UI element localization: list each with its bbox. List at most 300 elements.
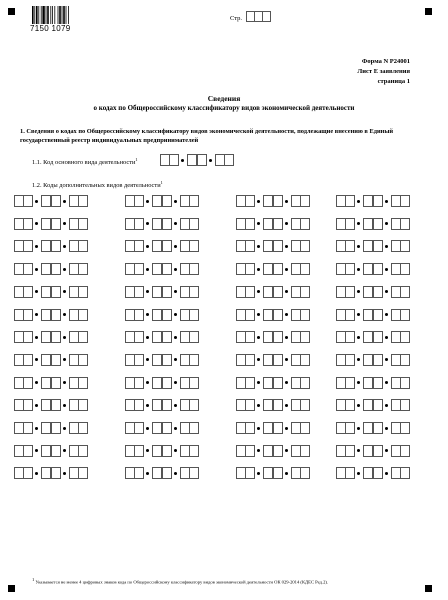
- code-cell-pair[interactable]: [125, 354, 143, 366]
- code-cell[interactable]: [373, 240, 383, 252]
- code-cell-pair[interactable]: [14, 195, 32, 207]
- code-cell[interactable]: [162, 195, 172, 207]
- code-cell-pair[interactable]: [391, 195, 409, 207]
- code-cell-pair[interactable]: [336, 240, 354, 252]
- code-cell-pair[interactable]: [152, 445, 170, 457]
- code-cell-pair[interactable]: [180, 286, 198, 298]
- code-cell-pair[interactable]: [69, 218, 87, 230]
- code-cell-pair[interactable]: [125, 218, 143, 230]
- additional-activity-code-field[interactable]: [236, 263, 309, 275]
- code-cell[interactable]: [162, 377, 172, 389]
- code-cell-pair[interactable]: [336, 399, 354, 411]
- additional-activity-code-field[interactable]: [14, 309, 87, 321]
- code-cell[interactable]: [51, 240, 61, 252]
- code-cell-pair[interactable]: [152, 422, 170, 434]
- code-cell[interactable]: [23, 354, 33, 366]
- code-cell-pair[interactable]: [336, 286, 354, 298]
- code-cell-pair[interactable]: [391, 263, 409, 275]
- code-cell[interactable]: [162, 218, 172, 230]
- code-cell-pair[interactable]: [236, 377, 254, 389]
- code-cell[interactable]: [400, 399, 410, 411]
- code-cell[interactable]: [162, 467, 172, 479]
- code-cell-pair[interactable]: [152, 240, 170, 252]
- code-cell[interactable]: [189, 467, 199, 479]
- code-cell-pair[interactable]: [291, 467, 309, 479]
- code-cell-pair[interactable]: [291, 263, 309, 275]
- code-cell-pair[interactable]: [236, 218, 254, 230]
- code-cell-pair[interactable]: [41, 467, 59, 479]
- additional-activity-code-field[interactable]: [125, 399, 198, 411]
- code-cell[interactable]: [345, 240, 355, 252]
- code-cell-pair[interactable]: [391, 422, 409, 434]
- code-cell-pair[interactable]: [69, 195, 87, 207]
- code-cell-pair[interactable]: [363, 354, 381, 366]
- code-cell[interactable]: [273, 467, 283, 479]
- code-cell[interactable]: [197, 154, 207, 166]
- code-cell-pair[interactable]: [180, 377, 198, 389]
- code-cell-pair[interactable]: [180, 445, 198, 457]
- code-cell[interactable]: [134, 467, 144, 479]
- code-cell[interactable]: [189, 309, 199, 321]
- code-cell[interactable]: [162, 445, 172, 457]
- page-number-cells[interactable]: [246, 11, 271, 22]
- code-cell[interactable]: [273, 377, 283, 389]
- code-cell[interactable]: [189, 399, 199, 411]
- code-cell[interactable]: [134, 240, 144, 252]
- code-cell[interactable]: [245, 218, 255, 230]
- additional-activity-code-field[interactable]: [236, 195, 309, 207]
- code-cell-pair[interactable]: [263, 240, 281, 252]
- code-cell[interactable]: [300, 445, 310, 457]
- code-cell[interactable]: [23, 195, 33, 207]
- code-cell[interactable]: [300, 218, 310, 230]
- code-cell-pair[interactable]: [152, 286, 170, 298]
- code-cell-pair[interactable]: [14, 263, 32, 275]
- additional-activity-code-field[interactable]: [236, 467, 309, 479]
- code-cell[interactable]: [400, 195, 410, 207]
- code-cell[interactable]: [245, 286, 255, 298]
- code-cell-pair[interactable]: [41, 331, 59, 343]
- additional-activity-code-field[interactable]: [14, 240, 87, 252]
- code-cell[interactable]: [23, 240, 33, 252]
- code-cell[interactable]: [345, 422, 355, 434]
- code-cell[interactable]: [78, 377, 88, 389]
- code-cell-pair[interactable]: [363, 467, 381, 479]
- code-cell-pair[interactable]: [41, 218, 59, 230]
- code-cell-pair[interactable]: [14, 399, 32, 411]
- code-cell[interactable]: [245, 195, 255, 207]
- code-cell-pair[interactable]: [263, 377, 281, 389]
- code-cell-pair[interactable]: [291, 309, 309, 321]
- code-cell-pair[interactable]: [336, 309, 354, 321]
- code-cell[interactable]: [300, 354, 310, 366]
- code-cell[interactable]: [23, 286, 33, 298]
- additional-activity-code-field[interactable]: [14, 422, 87, 434]
- code-cell[interactable]: [400, 422, 410, 434]
- code-cell[interactable]: [51, 218, 61, 230]
- additional-activity-code-field[interactable]: [336, 422, 409, 434]
- additional-activity-code-field[interactable]: [14, 195, 87, 207]
- code-cell-pair[interactable]: [14, 422, 32, 434]
- additional-activity-code-field[interactable]: [336, 309, 409, 321]
- code-cell[interactable]: [345, 218, 355, 230]
- code-cell[interactable]: [134, 309, 144, 321]
- code-cell[interactable]: [400, 445, 410, 457]
- additional-activity-code-field[interactable]: [125, 309, 198, 321]
- code-cell-pair[interactable]: [14, 445, 32, 457]
- code-cell[interactable]: [134, 354, 144, 366]
- code-cell-pair[interactable]: [236, 331, 254, 343]
- code-cell-pair[interactable]: [291, 399, 309, 411]
- code-cell[interactable]: [23, 218, 33, 230]
- code-cell[interactable]: [51, 331, 61, 343]
- code-cell-pair[interactable]: [180, 422, 198, 434]
- code-cell[interactable]: [134, 445, 144, 457]
- code-cell[interactable]: [373, 445, 383, 457]
- code-cell[interactable]: [189, 377, 199, 389]
- code-cell-pair[interactable]: [363, 195, 381, 207]
- code-cell-pair[interactable]: [180, 195, 198, 207]
- code-cell[interactable]: [51, 445, 61, 457]
- code-cell[interactable]: [373, 309, 383, 321]
- code-cell[interactable]: [300, 286, 310, 298]
- code-cell-pair[interactable]: [152, 218, 170, 230]
- code-cell-pair[interactable]: [125, 467, 143, 479]
- code-cell[interactable]: [345, 263, 355, 275]
- code-cell[interactable]: [162, 309, 172, 321]
- code-cell-pair[interactable]: [180, 240, 198, 252]
- additional-activity-code-field[interactable]: [236, 218, 309, 230]
- code-cell[interactable]: [189, 354, 199, 366]
- additional-activity-code-field[interactable]: [336, 286, 409, 298]
- additional-activity-code-field[interactable]: [125, 331, 198, 343]
- code-cell-pair[interactable]: [125, 377, 143, 389]
- code-cell-pair[interactable]: [363, 218, 381, 230]
- code-cell-pair[interactable]: [41, 354, 59, 366]
- code-cell[interactable]: [400, 218, 410, 230]
- code-cell[interactable]: [245, 377, 255, 389]
- code-cell[interactable]: [345, 377, 355, 389]
- code-cell[interactable]: [245, 331, 255, 343]
- code-cell-pair[interactable]: [391, 218, 409, 230]
- code-cell-pair[interactable]: [336, 377, 354, 389]
- code-cell[interactable]: [373, 354, 383, 366]
- code-cell-pair[interactable]: [336, 422, 354, 434]
- code-cell[interactable]: [23, 422, 33, 434]
- code-cell-pair[interactable]: [391, 354, 409, 366]
- code-cell-pair[interactable]: [69, 445, 87, 457]
- code-cell-pair[interactable]: [152, 399, 170, 411]
- code-cell[interactable]: [273, 445, 283, 457]
- code-cell-pair[interactable]: [180, 263, 198, 275]
- code-cell-pair[interactable]: [14, 467, 32, 479]
- code-cell[interactable]: [300, 263, 310, 275]
- code-cell[interactable]: [78, 445, 88, 457]
- code-cell-pair[interactable]: [263, 445, 281, 457]
- code-cell-pair[interactable]: [291, 331, 309, 343]
- code-cell-pair[interactable]: [125, 240, 143, 252]
- code-cell[interactable]: [345, 195, 355, 207]
- additional-activity-code-field[interactable]: [236, 377, 309, 389]
- code-cell[interactable]: [189, 240, 199, 252]
- code-cell-pair[interactable]: [236, 240, 254, 252]
- code-cell[interactable]: [78, 467, 88, 479]
- additional-activity-code-field[interactable]: [236, 286, 309, 298]
- additional-activity-code-field[interactable]: [336, 399, 409, 411]
- code-cell-pair[interactable]: [41, 286, 59, 298]
- code-cell-pair[interactable]: [291, 445, 309, 457]
- code-cell[interactable]: [373, 286, 383, 298]
- code-cell-pair[interactable]: [363, 263, 381, 275]
- code-cell[interactable]: [51, 467, 61, 479]
- code-cell-pair[interactable]: [152, 263, 170, 275]
- code-cell[interactable]: [189, 422, 199, 434]
- additional-activity-code-field[interactable]: [125, 263, 198, 275]
- code-cell-pair[interactable]: [263, 399, 281, 411]
- code-cell[interactable]: [134, 331, 144, 343]
- code-cell-pair[interactable]: [236, 445, 254, 457]
- code-cell-pair[interactable]: [291, 286, 309, 298]
- additional-activity-code-field[interactable]: [236, 331, 309, 343]
- code-cell[interactable]: [51, 377, 61, 389]
- code-cell[interactable]: [134, 263, 144, 275]
- code-cell[interactable]: [51, 286, 61, 298]
- additional-activity-code-field[interactable]: [336, 195, 409, 207]
- code-cell-pair[interactable]: [41, 195, 59, 207]
- code-cell[interactable]: [345, 467, 355, 479]
- code-cell-pair[interactable]: [236, 309, 254, 321]
- code-cell-pair[interactable]: [152, 354, 170, 366]
- code-cell-pair[interactable]: [41, 263, 59, 275]
- code-cell-pair[interactable]: [14, 218, 32, 230]
- code-cell[interactable]: [300, 377, 310, 389]
- additional-activity-code-field[interactable]: [236, 240, 309, 252]
- code-cell-pair[interactable]: [236, 422, 254, 434]
- code-cell[interactable]: [373, 467, 383, 479]
- code-cell[interactable]: [345, 399, 355, 411]
- additional-activity-code-field[interactable]: [336, 218, 409, 230]
- code-cell-pair[interactable]: [152, 309, 170, 321]
- code-cell-pair[interactable]: [69, 240, 87, 252]
- code-cell[interactable]: [345, 445, 355, 457]
- code-cell-pair[interactable]: [336, 331, 354, 343]
- code-cell[interactable]: [400, 263, 410, 275]
- additional-activity-code-field[interactable]: [125, 377, 198, 389]
- code-cell-pair[interactable]: [263, 263, 281, 275]
- code-cell-pair[interactable]: [180, 218, 198, 230]
- code-cell[interactable]: [373, 422, 383, 434]
- code-cell[interactable]: [300, 331, 310, 343]
- code-cell[interactable]: [51, 263, 61, 275]
- code-cell-pair[interactable]: [14, 286, 32, 298]
- additional-activity-code-field[interactable]: [125, 467, 198, 479]
- code-cell[interactable]: [224, 154, 234, 166]
- code-cell-pair[interactable]: [180, 331, 198, 343]
- code-cell-pair[interactable]: [14, 309, 32, 321]
- code-cell[interactable]: [23, 263, 33, 275]
- code-cell[interactable]: [373, 218, 383, 230]
- code-cell-pair[interactable]: [391, 467, 409, 479]
- code-cell-pair[interactable]: [391, 309, 409, 321]
- main-activity-code-field[interactable]: [160, 154, 233, 166]
- code-cell[interactable]: [78, 195, 88, 207]
- code-cell-pair[interactable]: [363, 377, 381, 389]
- code-cell-pair[interactable]: [41, 377, 59, 389]
- code-cell[interactable]: [400, 286, 410, 298]
- code-cell-pair[interactable]: [69, 467, 87, 479]
- code-cell[interactable]: [273, 331, 283, 343]
- additional-activity-code-field[interactable]: [14, 263, 87, 275]
- additional-activity-code-field[interactable]: [336, 354, 409, 366]
- code-cell-pair[interactable]: [263, 218, 281, 230]
- additional-activity-code-field[interactable]: [336, 377, 409, 389]
- code-cell-pair[interactable]: [263, 286, 281, 298]
- additional-activity-code-field[interactable]: [14, 286, 87, 298]
- code-cell[interactable]: [134, 195, 144, 207]
- code-cell[interactable]: [400, 354, 410, 366]
- code-cell[interactable]: [245, 467, 255, 479]
- additional-activity-code-field[interactable]: [336, 240, 409, 252]
- code-cell[interactable]: [23, 309, 33, 321]
- code-cell[interactable]: [245, 354, 255, 366]
- code-cell[interactable]: [300, 422, 310, 434]
- additional-activity-code-field[interactable]: [125, 445, 198, 457]
- code-cell-pair[interactable]: [363, 331, 381, 343]
- code-cell[interactable]: [78, 218, 88, 230]
- code-cell[interactable]: [78, 263, 88, 275]
- code-cell[interactable]: [245, 445, 255, 457]
- code-cell[interactable]: [78, 309, 88, 321]
- code-cell[interactable]: [245, 263, 255, 275]
- code-cell-pair[interactable]: [291, 422, 309, 434]
- code-cell[interactable]: [245, 240, 255, 252]
- code-cell[interactable]: [245, 422, 255, 434]
- code-cell-pair[interactable]: [263, 331, 281, 343]
- code-cell[interactable]: [134, 399, 144, 411]
- code-cell-pair[interactable]: [152, 195, 170, 207]
- code-cell-pair[interactable]: [236, 399, 254, 411]
- code-cell-pair[interactable]: [69, 263, 87, 275]
- code-cell-pair[interactable]: [236, 467, 254, 479]
- code-cell[interactable]: [373, 399, 383, 411]
- code-cell-pair[interactable]: [152, 467, 170, 479]
- code-cell[interactable]: [78, 331, 88, 343]
- code-cell[interactable]: [189, 331, 199, 343]
- code-cell-pair[interactable]: [363, 240, 381, 252]
- code-cell[interactable]: [78, 286, 88, 298]
- code-cell[interactable]: [300, 467, 310, 479]
- additional-activity-code-field[interactable]: [236, 354, 309, 366]
- code-cell-pair[interactable]: [391, 331, 409, 343]
- code-cell-pair[interactable]: [236, 195, 254, 207]
- code-cell-pair[interactable]: [291, 218, 309, 230]
- code-cell-pair[interactable]: [363, 445, 381, 457]
- code-cell-pair[interactable]: [336, 354, 354, 366]
- code-cell[interactable]: [245, 309, 255, 321]
- additional-activity-code-field[interactable]: [14, 377, 87, 389]
- code-cell[interactable]: [273, 240, 283, 252]
- code-cell[interactable]: [189, 445, 199, 457]
- code-cell[interactable]: [345, 286, 355, 298]
- code-cell-pair[interactable]: [291, 377, 309, 389]
- code-cell-pair[interactable]: [125, 331, 143, 343]
- code-cell[interactable]: [245, 399, 255, 411]
- code-cell[interactable]: [273, 286, 283, 298]
- code-cell[interactable]: [400, 331, 410, 343]
- additional-activity-code-field[interactable]: [236, 445, 309, 457]
- code-cell[interactable]: [373, 377, 383, 389]
- code-cell-pair[interactable]: [336, 467, 354, 479]
- code-cell[interactable]: [51, 399, 61, 411]
- code-cell[interactable]: [273, 309, 283, 321]
- code-cell[interactable]: [189, 263, 199, 275]
- code-cell-pair[interactable]: [391, 399, 409, 411]
- additional-activity-code-field[interactable]: [125, 286, 198, 298]
- code-cell-pair[interactable]: [69, 354, 87, 366]
- additional-activity-code-field[interactable]: [125, 195, 198, 207]
- code-cell-pair[interactable]: [14, 240, 32, 252]
- additional-activity-code-field[interactable]: [236, 422, 309, 434]
- code-cell[interactable]: [134, 286, 144, 298]
- code-cell-pair[interactable]: [125, 195, 143, 207]
- code-cell[interactable]: [23, 331, 33, 343]
- code-cell-pair[interactable]: [391, 240, 409, 252]
- additional-activity-code-field[interactable]: [125, 240, 198, 252]
- code-cell-pair[interactable]: [125, 399, 143, 411]
- code-cell-pair[interactable]: [363, 399, 381, 411]
- code-cell-pair[interactable]: [125, 286, 143, 298]
- code-cell-pair[interactable]: [391, 286, 409, 298]
- code-cell-pair[interactable]: [152, 331, 170, 343]
- code-cell[interactable]: [162, 331, 172, 343]
- code-cell-pair[interactable]: [336, 195, 354, 207]
- code-cell-pair[interactable]: [125, 445, 143, 457]
- code-cell[interactable]: [400, 467, 410, 479]
- code-cell-pair[interactable]: [152, 377, 170, 389]
- code-cell-pair[interactable]: [363, 422, 381, 434]
- code-cell[interactable]: [300, 240, 310, 252]
- code-cell-pair[interactable]: [41, 445, 59, 457]
- code-cell[interactable]: [345, 331, 355, 343]
- code-cell[interactable]: [51, 422, 61, 434]
- additional-activity-code-field[interactable]: [336, 467, 409, 479]
- code-cell[interactable]: [300, 309, 310, 321]
- code-cell[interactable]: [78, 240, 88, 252]
- code-cell[interactable]: [162, 240, 172, 252]
- code-cell[interactable]: [169, 154, 179, 166]
- code-cell[interactable]: [273, 218, 283, 230]
- code-cell-pair[interactable]: [69, 377, 87, 389]
- additional-activity-code-field[interactable]: [336, 331, 409, 343]
- code-cell[interactable]: [23, 377, 33, 389]
- code-cell-pair[interactable]: [69, 309, 87, 321]
- code-cell-pair[interactable]: [41, 422, 59, 434]
- code-cell[interactable]: [162, 263, 172, 275]
- code-cell-pair[interactable]: [180, 467, 198, 479]
- code-cell[interactable]: [23, 399, 33, 411]
- code-cell[interactable]: [162, 354, 172, 366]
- code-cell[interactable]: [300, 399, 310, 411]
- code-cell-pair[interactable]: [236, 354, 254, 366]
- additional-activity-code-field[interactable]: [14, 445, 87, 457]
- code-cell-pair[interactable]: [125, 263, 143, 275]
- additional-activity-code-field[interactable]: [14, 331, 87, 343]
- code-cell[interactable]: [162, 286, 172, 298]
- code-cell-pair[interactable]: [14, 377, 32, 389]
- code-cell[interactable]: [273, 263, 283, 275]
- code-cell-pair[interactable]: [180, 354, 198, 366]
- code-cell-pair[interactable]: [180, 399, 198, 411]
